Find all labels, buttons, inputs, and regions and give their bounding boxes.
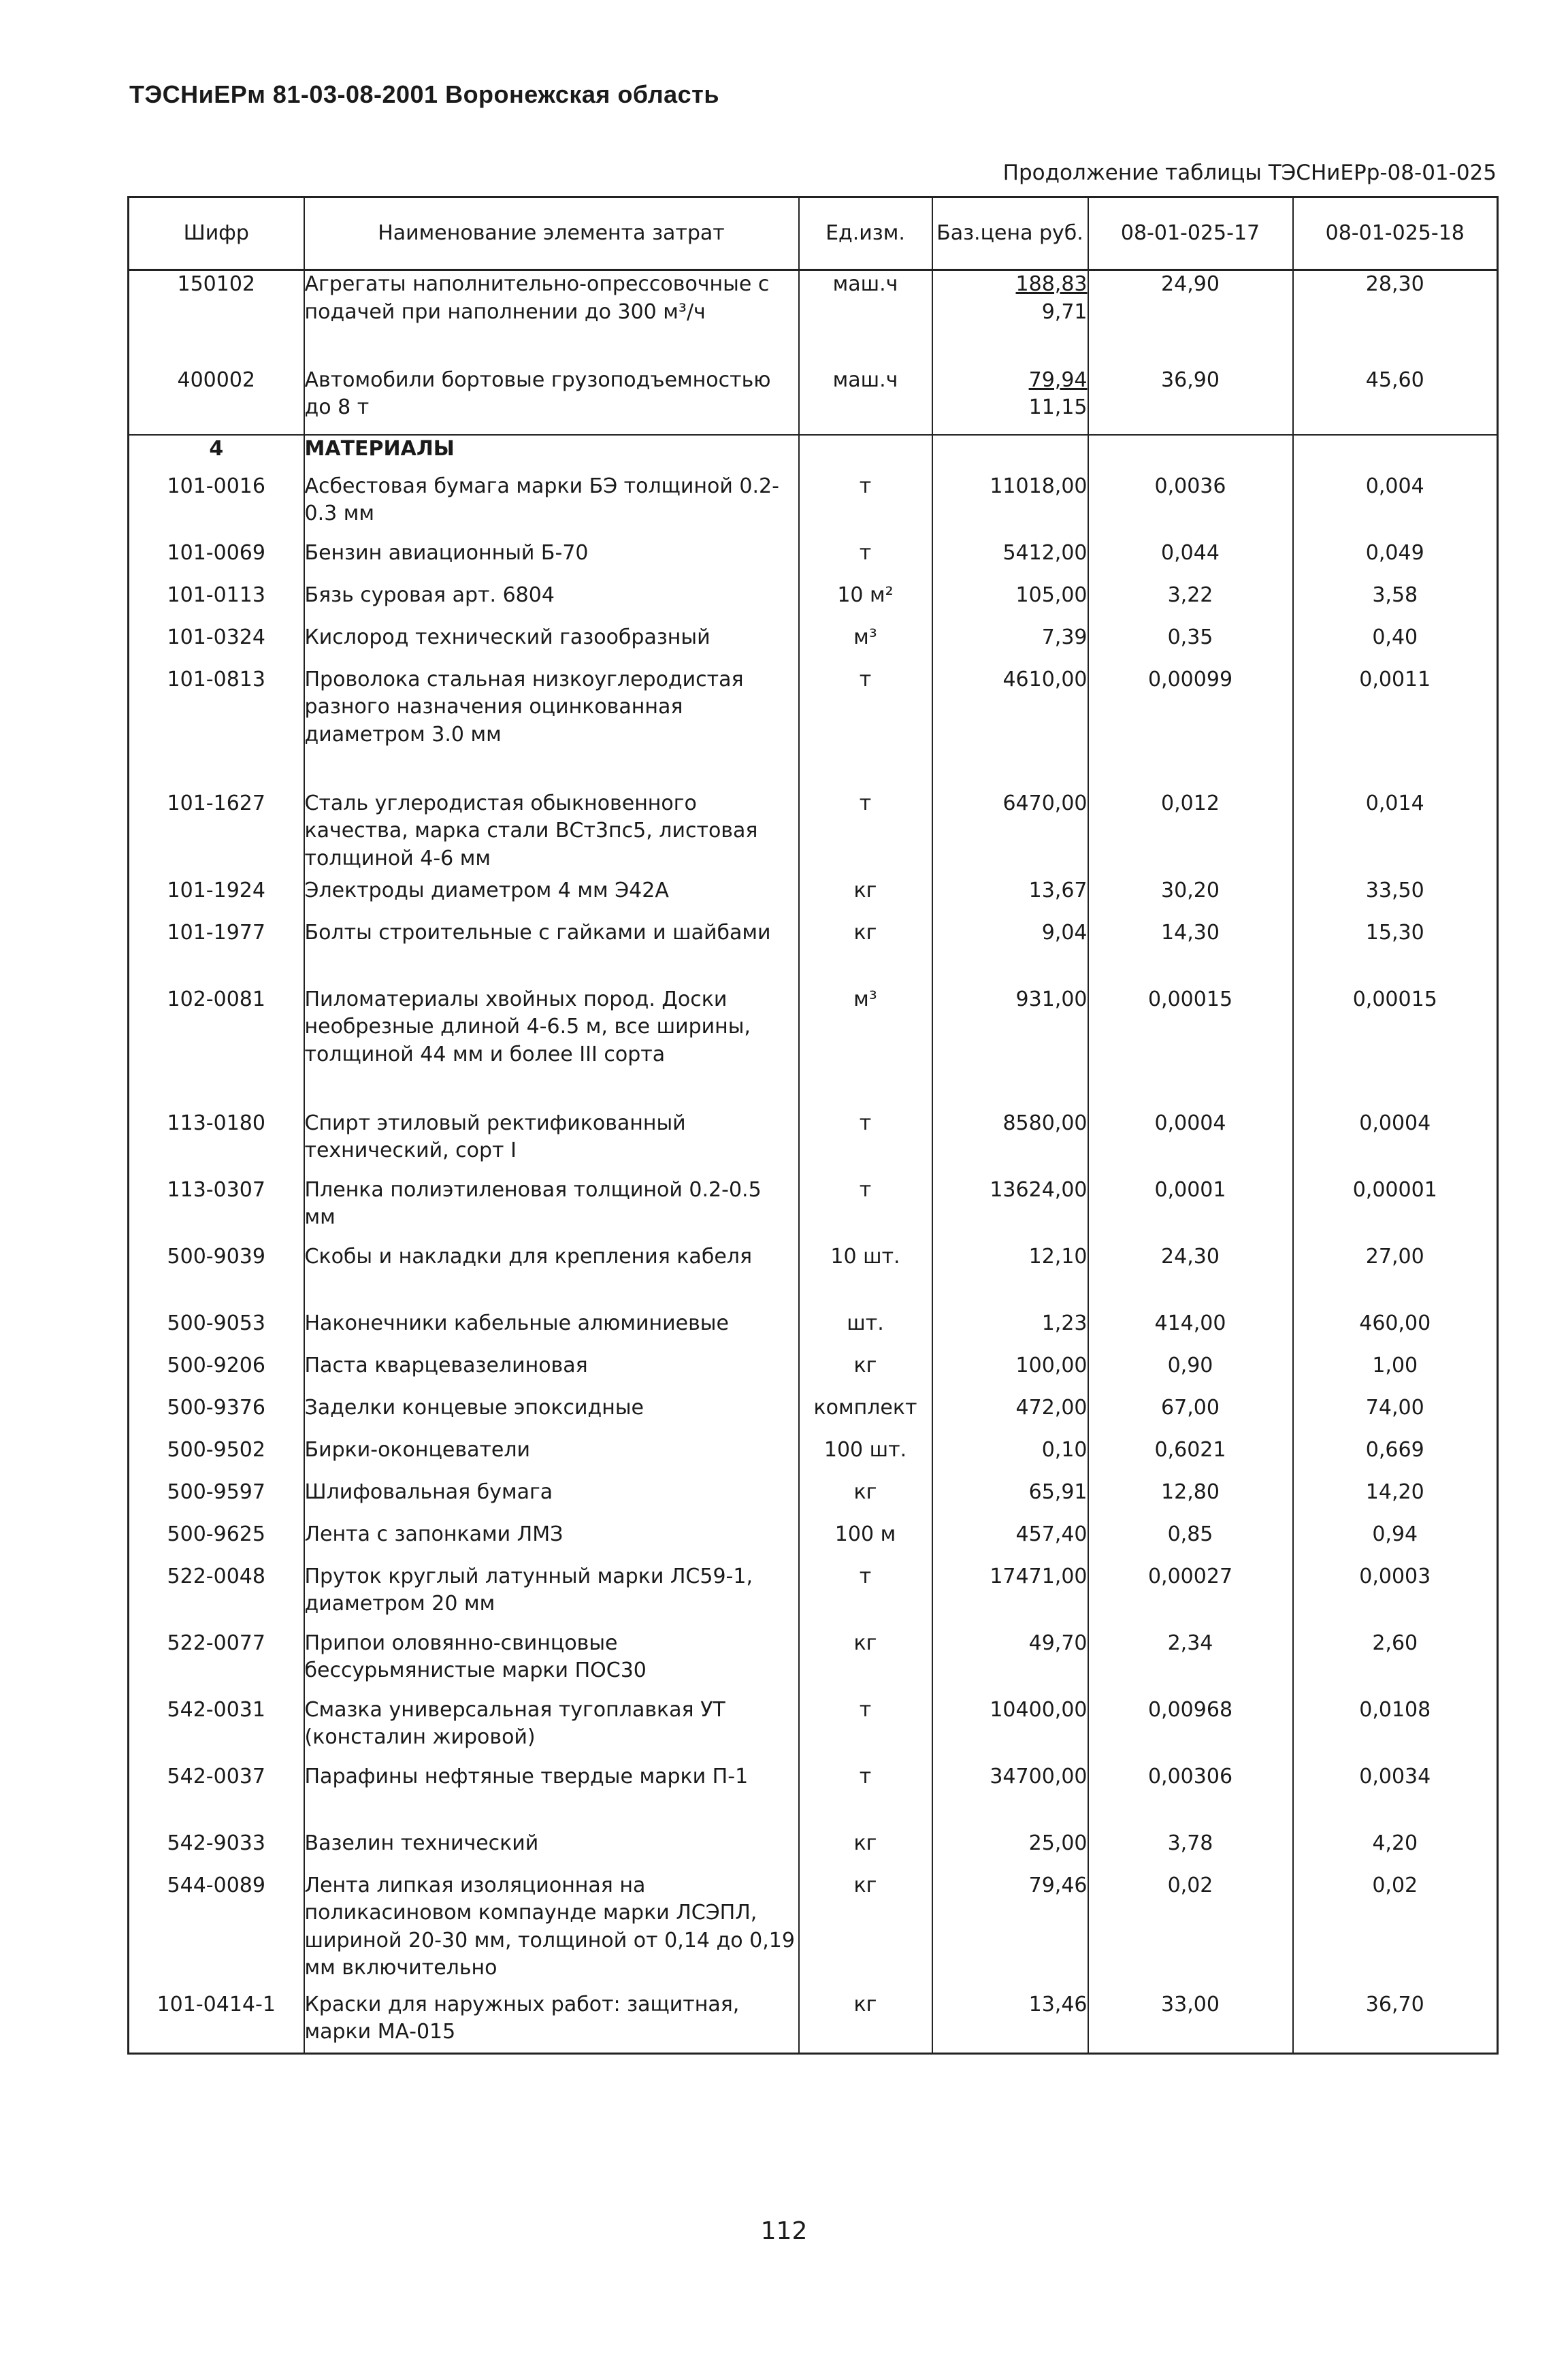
row-unit: т [799, 1110, 932, 1177]
row-norm-18: 0,40 [1293, 624, 1498, 666]
table-row [129, 624, 1498, 666]
row-name: Краски для наружных работ: защитная, марки МА-015 [304, 1991, 799, 2054]
table-row [129, 367, 1498, 435]
table-row [129, 1830, 1498, 1872]
table-row [129, 1630, 1498, 1697]
row-price-machine: 79,94 [1028, 367, 1088, 392]
row-price: 34700,00 [932, 1763, 1088, 1830]
row-norm-18: 0,0003 [1293, 1563, 1498, 1630]
row-name: Скобы и накладки для крепления кабеля [304, 1243, 799, 1310]
row-norm-17: 14,30 [1088, 919, 1293, 986]
table-row [129, 790, 1498, 877]
row-unit: кг [799, 1352, 932, 1394]
row-code: 101-1977 [129, 919, 304, 986]
row-name: Болты строительные с гайками и шайбами [304, 919, 799, 986]
row-price: 931,00 [932, 986, 1088, 1110]
column-header-price: Баз.цена руб. [932, 197, 1088, 270]
row-norm-17: 0,00027 [1088, 1563, 1293, 1630]
row-name: Автомобили бортовые грузоподъемностью до 8 т [304, 367, 799, 435]
row-name: Кислород технический газообразный [304, 624, 799, 666]
row-unit: кг [799, 1830, 932, 1872]
row-code: 544-0089 [129, 1872, 304, 1991]
row-code: 113-0307 [129, 1177, 304, 1243]
section-row [129, 435, 1498, 473]
row-name: Электроды диаметром 4 мм Э42А [304, 877, 799, 919]
section-number: 4 [129, 435, 304, 473]
table-row [129, 1352, 1498, 1394]
row-norm-18: 0,004 [1293, 473, 1498, 540]
table-row [129, 1437, 1498, 1479]
table-row [129, 1394, 1498, 1437]
row-name: Наконечники кабельные алюминиевые [304, 1310, 799, 1352]
row-price: 457,40 [932, 1521, 1088, 1563]
row-price: 12,10 [932, 1243, 1088, 1310]
row-norm-17: 67,00 [1088, 1394, 1293, 1437]
row-name: Лента липкая изоляционная на поликасиновом компаунде марки ЛСЭПЛ, шириной 20-30 мм, толщиной от 0,14 до 0,19 мм включительно [304, 1872, 799, 1991]
row-price: 8580,00 [932, 1110, 1088, 1177]
row-norm-17: 30,20 [1088, 877, 1293, 919]
row-norm-17: 0,012 [1088, 790, 1293, 877]
row-norm-18: 27,00 [1293, 1243, 1498, 1310]
row-code: 522-0077 [129, 1630, 304, 1697]
table-row [129, 919, 1498, 986]
row-price: 17471,00 [932, 1563, 1088, 1630]
row-price: 7,39 [932, 624, 1088, 666]
row-norm-17: 0,0036 [1088, 473, 1293, 540]
document-title: ТЭСНиЕРм 81-03-08-2001 Воронежская область [129, 80, 719, 108]
row-name: Бензин авиационный Б-70 [304, 540, 799, 582]
column-header-name: Наименование элемента затрат [304, 197, 799, 270]
row-name: Припои оловянно-свинцовые бессурьмянистые марки ПОС30 [304, 1630, 799, 1697]
table-row [129, 1697, 1498, 1763]
row-unit: кг [799, 919, 932, 986]
row-name: Проволока стальная низкоуглеродистая разного назначения оцинкованная диаметром 3.0 мм [304, 666, 799, 790]
row-name: Сталь углеродистая обыкновенного качества, марка стали ВСт3пс5, листовая толщиной 4-6 мм [304, 790, 799, 877]
row-unit: кг [799, 1479, 932, 1521]
row-price-wage: 11,15 [1028, 395, 1088, 419]
row-name: Паста кварцевазелиновая [304, 1352, 799, 1394]
row-price: 11018,00 [932, 473, 1088, 540]
row-norm-17: 0,044 [1088, 540, 1293, 582]
row-norm-18: 14,20 [1293, 1479, 1498, 1521]
table-row [129, 1991, 1498, 2054]
row-unit: 10 шт. [799, 1243, 932, 1310]
row-norm-17: 0,00099 [1088, 666, 1293, 790]
row-unit: т [799, 540, 932, 582]
row-code: 101-0016 [129, 473, 304, 540]
row-name: Заделки концевые эпоксидные [304, 1394, 799, 1437]
row-price: 49,70 [932, 1630, 1088, 1697]
row-price: 9,04 [932, 919, 1088, 986]
row-price: 65,91 [932, 1479, 1088, 1521]
row-norm-18: 0,014 [1293, 790, 1498, 877]
row-norm-18: 4,20 [1293, 1830, 1498, 1872]
column-header-norm-18: 08-01-025-18 [1293, 197, 1498, 270]
row-name: Смазка универсальная тугоплавкая УТ (консталин жировой) [304, 1697, 799, 1763]
row-price: 0,10 [932, 1437, 1088, 1479]
row-unit: т [799, 1697, 932, 1763]
row-code: 500-9206 [129, 1352, 304, 1394]
row-unit: м³ [799, 624, 932, 666]
row-norm-18: 1,00 [1293, 1352, 1498, 1394]
table-row [129, 1521, 1498, 1563]
table-row [129, 1872, 1498, 1991]
row-unit: 10 м² [799, 582, 932, 624]
row-code: 101-1924 [129, 877, 304, 919]
row-code: 101-0113 [129, 582, 304, 624]
row-norm-17: 24,90 [1088, 270, 1293, 367]
table-row [129, 473, 1498, 540]
row-unit: кг [799, 1872, 932, 1991]
table-row [129, 582, 1498, 624]
row-unit: т [799, 1763, 932, 1830]
table-header-row [129, 197, 1498, 270]
row-norm-18: 0,0108 [1293, 1697, 1498, 1763]
row-norm-17: 0,0001 [1088, 1177, 1293, 1243]
row-name: Пруток круглый латунный марки ЛС59-1, диаметром 20 мм [304, 1563, 799, 1630]
row-unit: кг [799, 1630, 932, 1697]
row-norm-17: 0,85 [1088, 1521, 1293, 1563]
row-name: Бязь суровая арт. 6804 [304, 582, 799, 624]
row-norm-17: 0,90 [1088, 1352, 1293, 1394]
row-norm-18: 74,00 [1293, 1394, 1498, 1437]
row-unit: 100 шт. [799, 1437, 932, 1479]
column-header-unit: Ед.изм. [799, 197, 932, 270]
row-norm-17: 36,90 [1088, 367, 1293, 435]
row-norm-17: 12,80 [1088, 1479, 1293, 1521]
row-norm-17: 0,0004 [1088, 1110, 1293, 1177]
table-row [129, 1177, 1498, 1243]
row-price-machine: 188,83 [1015, 272, 1088, 296]
row-unit: кг [799, 1991, 932, 2054]
row-price: 6470,00 [932, 790, 1088, 877]
row-norm-18: 0,0004 [1293, 1110, 1498, 1177]
row-norm-18: 15,30 [1293, 919, 1498, 986]
row-name: Агрегаты наполнительно-опрессовочные с подачей при наполнении до 300 м³/ч [304, 270, 799, 367]
row-norm-18: 0,049 [1293, 540, 1498, 582]
row-price: 1,23 [932, 1310, 1088, 1352]
row-norm-18: 45,60 [1293, 367, 1498, 435]
row-norm-18: 0,0011 [1293, 666, 1498, 790]
row-norm-18: 36,70 [1293, 1991, 1498, 2054]
row-code: 500-9376 [129, 1394, 304, 1437]
row-unit: маш.ч [799, 367, 932, 435]
row-norm-18: 460,00 [1293, 1310, 1498, 1352]
table-row [129, 540, 1498, 582]
row-norm-17: 33,00 [1088, 1991, 1293, 2054]
row-unit: комплект [799, 1394, 932, 1437]
row-price: 13,67 [932, 877, 1088, 919]
page-number: 112 [760, 2217, 808, 2245]
row-norm-17: 0,6021 [1088, 1437, 1293, 1479]
row-norm-18: 0,0034 [1293, 1763, 1498, 1830]
row-code: 500-9039 [129, 1243, 304, 1310]
row-name: Бирки-оконцеватели [304, 1437, 799, 1479]
row-name: Лента с запонками ЛМЗ [304, 1521, 799, 1563]
row-norm-17: 0,00968 [1088, 1697, 1293, 1763]
row-norm-18: 0,00001 [1293, 1177, 1498, 1243]
row-code: 542-9033 [129, 1830, 304, 1872]
row-unit: т [799, 1563, 932, 1630]
row-norm-18: 3,58 [1293, 582, 1498, 624]
row-name: Спирт этиловый ректификованный технический, сорт I [304, 1110, 799, 1177]
table-continuation-caption: Продолжение таблицы ТЭСНиЕРр-08-01-025 [1002, 161, 1497, 185]
row-norm-17: 2,34 [1088, 1630, 1293, 1697]
row-norm-18: 0,00015 [1293, 986, 1498, 1110]
row-name: Шлифовальная бумага [304, 1479, 799, 1521]
row-code: 400002 [129, 367, 304, 435]
row-unit: кг [799, 877, 932, 919]
row-code: 113-0180 [129, 1110, 304, 1177]
row-norm-17: 0,02 [1088, 1872, 1293, 1991]
row-price: 13,46 [932, 1991, 1088, 2054]
row-unit: т [799, 666, 932, 790]
row-price: 13624,00 [932, 1177, 1088, 1243]
row-name: Парафины нефтяные твердые марки П-1 [304, 1763, 799, 1830]
row-unit: маш.ч [799, 270, 932, 367]
column-header-code: Шифр [129, 197, 304, 270]
row-unit: т [799, 790, 932, 877]
row-code: 500-9502 [129, 1437, 304, 1479]
row-name: Вазелин технический [304, 1830, 799, 1872]
row-code: 500-9625 [129, 1521, 304, 1563]
row-price: 105,00 [932, 582, 1088, 624]
row-price: 4610,00 [932, 666, 1088, 790]
row-unit: т [799, 1177, 932, 1243]
row-name: Пиломатериалы хвойных пород. Доски необрезные длиной 4-6.5 м, все ширины, толщиной 44 мм и более III сорта [304, 986, 799, 1110]
row-price: 79,46 [932, 1872, 1088, 1991]
row-price [932, 367, 1088, 435]
row-price [932, 270, 1088, 367]
row-code: 101-0069 [129, 540, 304, 582]
row-code: 101-0414-1 [129, 1991, 304, 2054]
row-code: 500-9053 [129, 1310, 304, 1352]
row-price: 472,00 [932, 1394, 1088, 1437]
column-header-norm-17: 08-01-025-17 [1088, 197, 1293, 270]
row-code: 500-9597 [129, 1479, 304, 1521]
row-unit: т [799, 473, 932, 540]
row-code: 102-0081 [129, 986, 304, 1110]
table-row [129, 666, 1498, 790]
table-row [129, 270, 1498, 367]
row-code: 101-0813 [129, 666, 304, 790]
row-unit: 100 м [799, 1521, 932, 1563]
row-norm-17: 3,22 [1088, 582, 1293, 624]
row-price: 25,00 [932, 1830, 1088, 1872]
row-norm-18: 0,94 [1293, 1521, 1498, 1563]
row-norm-18: 0,669 [1293, 1437, 1498, 1479]
table-row [129, 1479, 1498, 1521]
row-code: 522-0048 [129, 1563, 304, 1630]
table-row [129, 1243, 1498, 1310]
table-row [129, 877, 1498, 919]
table-row [129, 1763, 1498, 1830]
table-row [129, 986, 1498, 1110]
row-code: 150102 [129, 270, 304, 367]
row-norm-17: 0,00306 [1088, 1763, 1293, 1830]
row-code: 542-0037 [129, 1763, 304, 1830]
row-code: 542-0031 [129, 1697, 304, 1763]
row-price: 5412,00 [932, 540, 1088, 582]
row-price: 10400,00 [932, 1697, 1088, 1763]
row-price: 100,00 [932, 1352, 1088, 1394]
row-unit: шт. [799, 1310, 932, 1352]
row-norm-17: 0,00015 [1088, 986, 1293, 1110]
row-norm-17: 3,78 [1088, 1830, 1293, 1872]
table-row [129, 1310, 1498, 1352]
row-name: Пленка полиэтиленовая толщиной 0.2-0.5 мм [304, 1177, 799, 1243]
resource-table [127, 196, 1499, 2055]
section-title: МАТЕРИАЛЫ [304, 435, 799, 473]
row-norm-18: 2,60 [1293, 1630, 1498, 1697]
row-norm-18: 33,50 [1293, 877, 1498, 919]
row-name: Асбестовая бумага марки БЭ толщиной 0.2-0.3 мм [304, 473, 799, 540]
row-norm-17: 0,35 [1088, 624, 1293, 666]
row-norm-17: 414,00 [1088, 1310, 1293, 1352]
table-row [129, 1110, 1498, 1177]
row-price-wage: 9,71 [1041, 299, 1088, 324]
row-code: 101-1627 [129, 790, 304, 877]
table-row [129, 1563, 1498, 1630]
row-code: 101-0324 [129, 624, 304, 666]
row-norm-18: 0,02 [1293, 1872, 1498, 1991]
row-unit: м³ [799, 986, 932, 1110]
row-norm-17: 24,30 [1088, 1243, 1293, 1310]
row-norm-18: 28,30 [1293, 270, 1498, 367]
